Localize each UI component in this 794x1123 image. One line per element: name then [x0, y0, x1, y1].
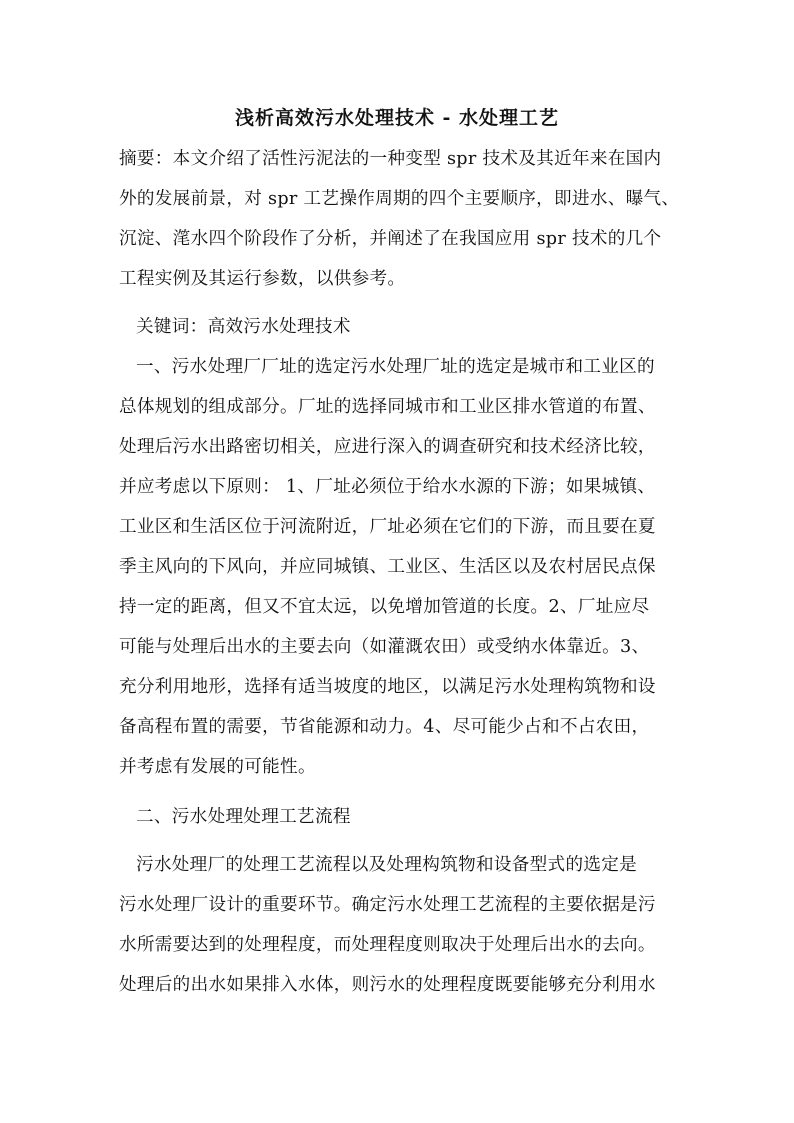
section-2-line-2: 污水处理厂设计的重要环节。确定污水处理工艺流程的主要依据是污 [119, 895, 656, 915]
section-1-line-3: 处理后污水出路密切相关，应进行深入的调查研究和技术经济比较， [119, 437, 656, 457]
section-1-line-6: 季主风向的下风向，并应同城镇、工业区、生活区以及农村居民点保 [119, 557, 656, 577]
section-2-line-3: 水所需要达到的处理程度，而处理程度则取决于处理后出水的去向。 [119, 935, 656, 955]
abstract-line-1: 摘要：本文介绍了活性污泥法的一种变型 spr 技术及其近年来在国内 [119, 149, 662, 169]
abstract-line-2: 外的发展前景，对 spr 工艺操作周期的四个主要顺序，即进水、曝气、 [119, 189, 680, 209]
section-1-line-7: 持一定的距离，但又不宜太远，以免增加管道的长度。2、厂址应尽 [119, 597, 650, 617]
section-2-line-4: 处理后的出水如果排入水体，则污水的处理程度既要能够充分利用水 [119, 975, 656, 995]
section-1-line-10: 备高程布置的需要，节省能源和动力。4、尽可能少占和不占农田， [119, 717, 650, 737]
section-2-line-1: 污水处理厂的处理工艺流程以及处理构筑物和设备型式的选定是 [136, 855, 638, 875]
document-title: 浅析高效污水处理技术 - 水处理工艺 [234, 107, 560, 129]
section-1-line-8: 可能与处理后出水的主要去向（如灌溉农田）或受纳水体靠近。3、 [119, 637, 650, 657]
abstract-line-4: 工程实例及其运行参数，以供参考。 [119, 269, 406, 289]
section-1-line-2: 总体规划的组成部分。厂址的选择同城市和工业区排水管道的布置、 [119, 397, 656, 417]
section-1-line-9: 充分利用地形，选择有适当坡度的地区，以满足污水处理构筑物和设 [119, 677, 656, 697]
section-1-line-4: 并应考虑以下原则： 1、厂址必须位于给水水源的下游；如果城镇、 [119, 477, 656, 497]
section-2-heading: 二、污水处理处理工艺流程 [136, 807, 351, 827]
section-1-line-5: 工业区和生活区位于河流附近，厂址必须在它们的下游，而且要在夏 [119, 517, 656, 537]
abstract-line-3: 沉淀、滗水四个阶段作了分析，并阐述了在我国应用 spr 技术的几个 [119, 229, 662, 249]
section-1-line-1: 一、污水处理厂厂址的选定污水处理厂址的选定是城市和工业区的 [136, 357, 655, 377]
keywords-line: 关键词：高效污水处理技术 [136, 317, 351, 337]
section-1-line-11: 并考虑有发展的可能性。 [119, 757, 316, 777]
